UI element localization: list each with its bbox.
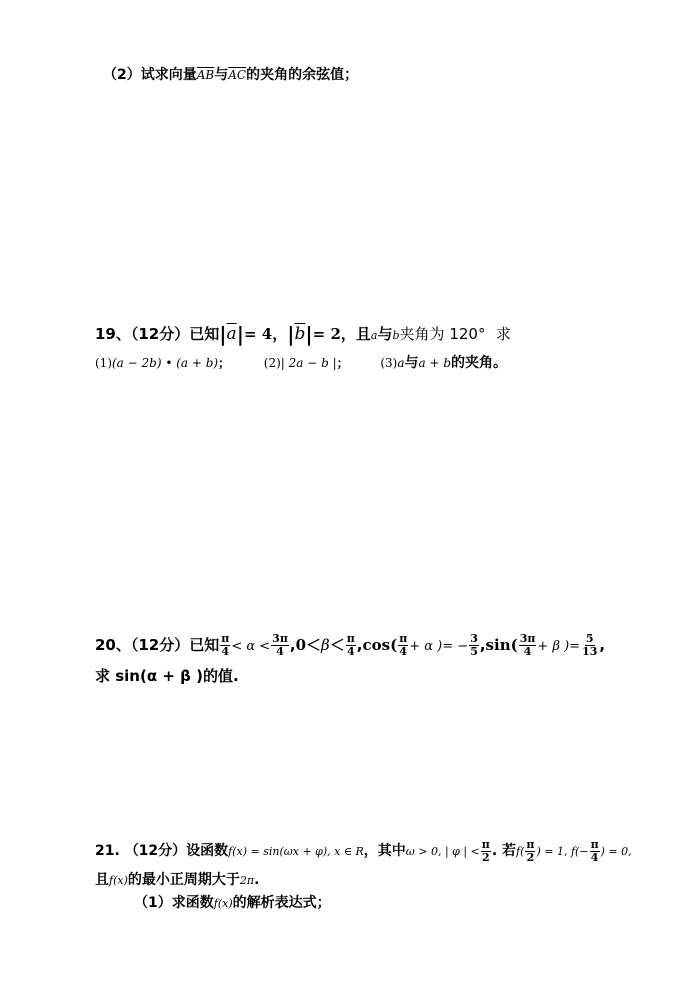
q19-sub3-with: 与 xyxy=(404,355,419,371)
fraction-pi-over-2-b: $\frac{\pi}{2}$ xyxy=(526,837,535,864)
q20-line1: 20、（12分）已知 $\frac{\pi}{4}$ < α < $\frac{3\pi}{4}$ ,0＜β＜ $\frac{\pi}{4}$ ,cos( $\frac{\pi}{4}$ + α )= − $\frac{3}{5}$ ,sin( $\frac{3\pi}{4}$ + β )= $\frac{5}{13}$ , xyxy=(95,632,606,658)
q19-ask: 求 xyxy=(495,325,511,343)
q19-sub1-expr: (a − 2b) • (a + b) xyxy=(112,356,219,370)
vector-ac: $\overline{AC}$ xyxy=(228,68,247,82)
vector-ab: $\overline{AB}$ xyxy=(196,68,215,82)
q20-plus-beta: + β )= xyxy=(537,639,581,654)
q19-line1: 19、（12分）已知$|\overline{a}|= 4$，$|\overline{b}|= 2$，且a与b夹角为 120° 求 xyxy=(95,322,511,346)
q19-vec-b-2: b xyxy=(392,329,400,342)
q21-part1-f: f(x) xyxy=(213,897,233,910)
q21-if: . 若 xyxy=(491,843,517,859)
q21-line1 xyxy=(95,836,632,867)
fraction-pi-over-4-c: $\frac{\pi}{4}$ xyxy=(399,632,408,658)
q21-part1-line xyxy=(134,894,331,913)
q20-zero: 0 xyxy=(295,636,307,654)
q19-then: ，且 xyxy=(340,325,371,343)
fraction-pi-over-4-b: $\frac{\pi}{4}$ xyxy=(346,632,355,658)
q20-lt-2: ＜ xyxy=(329,636,345,654)
q19-eq2: = 2 xyxy=(312,325,341,343)
q21-line2 xyxy=(95,871,259,890)
q20-known: 已知 xyxy=(189,636,220,654)
q18-part2-mid: 与 xyxy=(214,67,229,83)
q19-sub3-label: (3) xyxy=(380,356,398,370)
q19-sub1-label: (1) xyxy=(95,356,112,370)
q21-number: 21. xyxy=(95,843,120,859)
q19-sub3-b: a + b xyxy=(418,356,452,370)
q20-number: 20、 xyxy=(95,636,131,654)
q19-known: 已知 xyxy=(189,325,220,343)
q19-sub3-a: a xyxy=(397,356,405,370)
q20-score: （12分） xyxy=(130,636,190,654)
q19-angle: 夹角为 120° xyxy=(399,325,486,343)
q19-vec-a: $\overline{a}$ xyxy=(226,324,237,344)
q21-intro: 设函数 xyxy=(186,843,229,859)
q21-cond: ω > 0, | φ | < xyxy=(405,845,480,858)
q19-vec-b: $\overline{b}$ xyxy=(294,324,306,344)
q21-line2-end: . xyxy=(254,872,260,888)
q21-score: （12分） xyxy=(124,843,187,859)
q19-score: （12分） xyxy=(130,325,190,343)
q21-func: f(x) = sin(ωx + φ), x ∈ R xyxy=(228,845,364,858)
q19-semi-2: ； xyxy=(336,356,349,370)
q20-line2: 求 sin(α + β )的值. xyxy=(95,667,239,685)
q19-sub2-label: (2) xyxy=(263,356,281,370)
q18-part2-tail: 的夹角的余弦值； xyxy=(246,67,359,83)
q20-lt-1: ＜ xyxy=(306,636,322,654)
fraction-pi-over-4-d: $\frac{\pi}{4}$ xyxy=(590,837,599,864)
q19-number: 19、 xyxy=(95,325,131,343)
q18-part2-lead: （2）试求向量 xyxy=(103,67,197,83)
fraction-pi-over-2: $\frac{\pi}{2}$ xyxy=(481,837,490,864)
fraction-pi-over-4: $\frac{\pi}{4}$ xyxy=(221,632,230,658)
fraction-3pi-over-4: $\frac{3\pi}{4}$ xyxy=(272,632,288,658)
q19-eq4: = 4 xyxy=(243,325,273,343)
q19-semi-1: ； xyxy=(218,356,231,370)
q19-sub3-tail: 的夹角。 xyxy=(451,355,508,371)
fraction-3-over-5: $\frac{3}{5}$ xyxy=(470,632,478,658)
q20-beta: β xyxy=(321,636,330,654)
fraction-5-over-13: $\frac{5}{13}$ xyxy=(582,632,598,658)
q20-plus-alpha: + α )= − xyxy=(409,639,469,654)
fraction-3pi-over-4-b: $\frac{3\pi}{4}$ xyxy=(519,632,536,658)
q19-line2 xyxy=(95,354,507,372)
q20-sin: sin( xyxy=(485,636,518,654)
q21-line2-f: f(x) xyxy=(109,874,128,887)
q19-sub2-expr: | 2a − b | xyxy=(280,356,337,370)
q21-where: ，其中 xyxy=(363,843,406,859)
q21-eq0: ) = 0, xyxy=(600,845,632,858)
q19-with: 与 xyxy=(377,325,393,343)
q21-part1-b: 的解析表达式； xyxy=(232,895,331,911)
q21-line2-a: 且 xyxy=(95,872,109,888)
q21-line2-2pi: 2π xyxy=(239,874,255,887)
q18-part2-line xyxy=(103,66,358,84)
q21-f-open: f( xyxy=(516,845,525,858)
q20-cos: cos( xyxy=(362,636,398,654)
q21-line2-b: 的最小正周期大于 xyxy=(127,872,240,888)
q20-alpha-rel: < α < xyxy=(231,639,271,654)
q21-part1-a: （1）求函数 xyxy=(134,895,214,911)
q19-vec-a-2: a xyxy=(370,329,378,342)
q19-comma: ， xyxy=(272,325,288,343)
q21-eq1: ) = 1, f(− xyxy=(536,845,589,858)
